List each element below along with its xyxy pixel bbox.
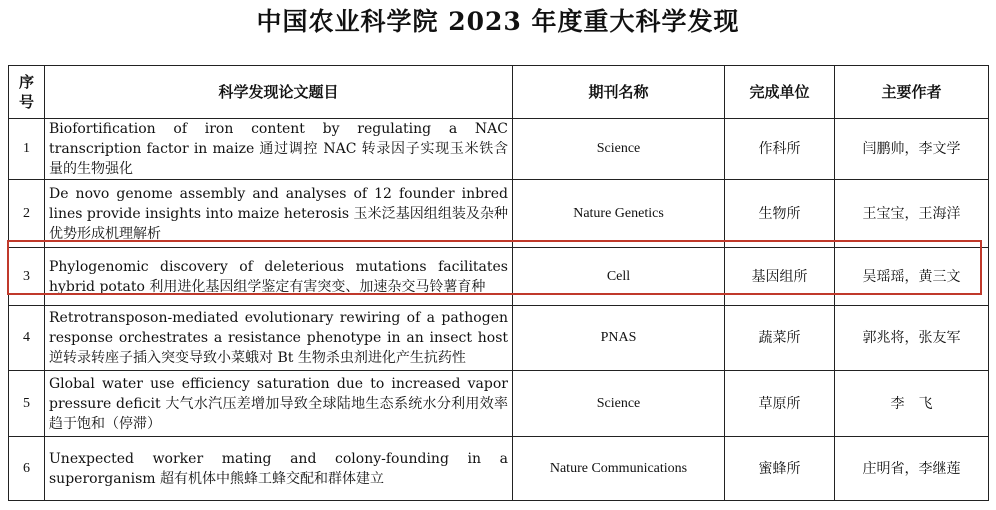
institute-name: 草原所 — [725, 371, 835, 437]
paper-title: Retrotransposon-mediated evolutionary rewiring of a pathogen response orchestrates a resistance phenotype in an insect host 逆转录转座子插入突变导致小菜蛾对 Bt 生物杀虫剂进化产生抗药性 — [45, 306, 513, 371]
journal-name: Nature Communications — [513, 437, 725, 501]
discoveries-table — [8, 65, 989, 501]
table-row — [9, 437, 989, 501]
header-journal: 期刊名称 — [513, 66, 725, 119]
journal-name: PNAS — [513, 306, 725, 371]
journal-name: Cell — [513, 248, 725, 306]
institute-name: 作科所 — [725, 119, 835, 180]
row-number: 5 — [9, 371, 45, 437]
header-no: 序号 — [9, 66, 45, 119]
table-row — [9, 119, 989, 180]
table-row-highlighted — [9, 248, 989, 306]
row-number: 6 — [9, 437, 45, 501]
page-title: 中国农业科学院 2023 年度重大科学发现 — [256, 7, 740, 36]
journal-name: Science — [513, 371, 725, 437]
authors: 李 飞 — [835, 371, 989, 437]
header-authors: 主要作者 — [835, 66, 989, 119]
row-number: 2 — [9, 180, 45, 248]
table-row — [9, 371, 989, 437]
paper-title: Phylogenomic discovery of deleterious mutations facilitates hybrid potato 利用进化基因组学鉴定有害突变、加速杂交马铃薯育种 — [45, 248, 513, 306]
authors: 闫鹏帅，李文学 — [835, 119, 989, 180]
journal-name: Science — [513, 119, 725, 180]
institute-name: 蜜蜂所 — [725, 437, 835, 501]
authors: 庄明省，李继莲 — [835, 437, 989, 501]
table-header-row — [9, 66, 989, 119]
authors: 王宝宝，王海洋 — [835, 180, 989, 248]
row-number: 1 — [9, 119, 45, 180]
institute-name: 基因组所 — [725, 248, 835, 306]
header-unit: 完成单位 — [725, 66, 835, 119]
table-row — [9, 306, 989, 371]
journal-name: Nature Genetics — [513, 180, 725, 248]
authors: 吴瑶瑶，黄三文 — [835, 248, 989, 306]
paper-title: Global water use efficiency saturation due to increased vapor pressure deficit 大气水汽压差增加导致全球陆地生态系统水分利用效率趋于饱和（停滞） — [45, 371, 513, 437]
paper-title: Biofortification of iron content by regulating a NAC transcription factor in maize 通过调控 NAC 转录因子实现玉米铁含量的生物强化 — [45, 119, 513, 180]
paper-title: Unexpected worker mating and colony-founding in a superorganism 超有机体中熊蜂工蜂交配和群体建立 — [45, 437, 513, 501]
table-row — [9, 180, 989, 248]
row-number: 4 — [9, 306, 45, 371]
institute-name: 生物所 — [725, 180, 835, 248]
institute-name: 蔬菜所 — [725, 306, 835, 371]
authors: 郭兆将，张友军 — [835, 306, 989, 371]
header-title: 科学发现论文题目 — [45, 66, 513, 119]
row-number: 3 — [9, 248, 45, 306]
paper-title: De novo genome assembly and analyses of 12 founder inbred lines provide insights into maize heterosis 玉米泛基因组组装及杂种优势形成机理解析 — [45, 180, 513, 248]
